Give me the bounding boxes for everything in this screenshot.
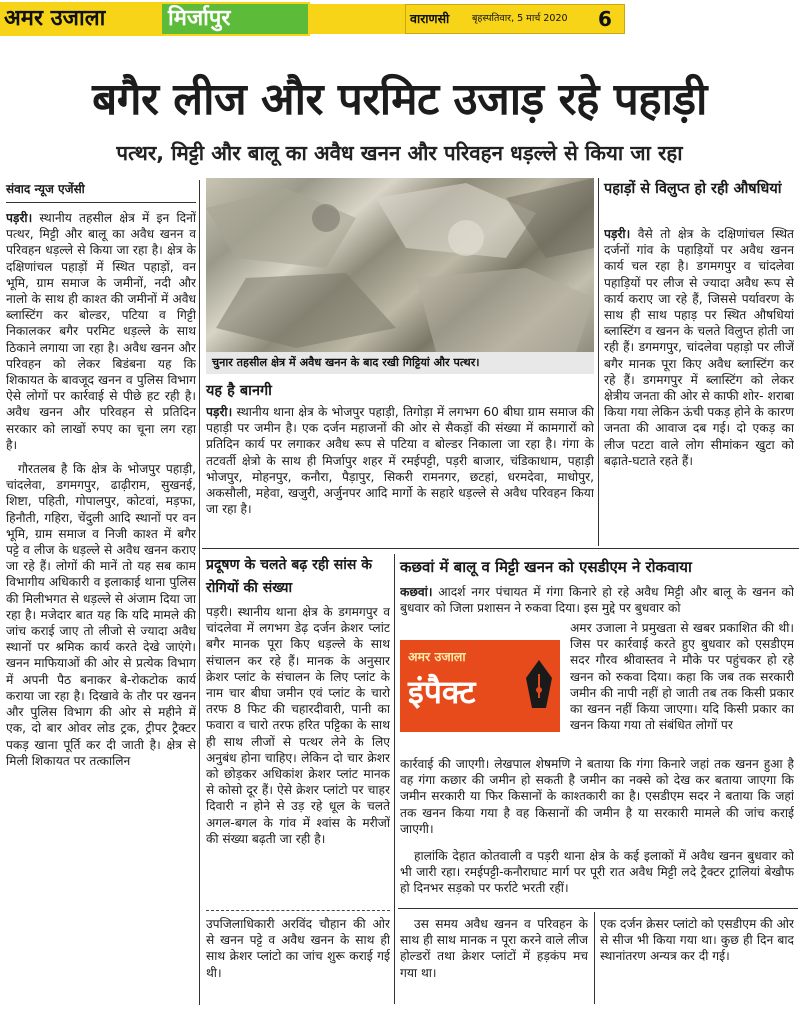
main-story-para1: स्थानीय तहसील क्षेत्र में इन दिनों पत्थर, मिट्टी और बालू का अवैध खनन व परिवहन धड़ल्ले से किया जा रहा है। क्षेत्र के दक्षिणांचल पहाड़ों में स्थित पहाड़ों, वन भूमि, ग्राम समाज के जमीनों, नदी और नालो के साथ ही काश्त की जमीनों में अवैध ब्लास्टिंग कर बोल्डर, पटिया व गिट्टी निकालकर बगैर परमिट धड़ल्ले के साथ ठिकाने लगाया जा रहा है। अवैध खनन और परिवहन को लेकर बिडंबना यह कि शिकायत के बावजूद खनन व पुलिस विभाग ऐसे लोगों पर कार्रवाई से पीछे हट रही है। अवैध खनन और परिवहन से प्रतिदिन सरकार को लाखों रुपए का चूना लग रहा है। — [6, 211, 196, 452]
sidebar-heading: पहाड़ों से विलुप्त हो रही औषधियां — [604, 181, 782, 197]
headline: बगैर लीज और परमिट उजाड़ रहे पहाड़ी — [92, 74, 707, 125]
main-story — [6, 210, 196, 1000]
pollution-text: पड़री। स्थानीय थाना क्षेत्र के डगमगपुर व चांदलेवा में लगभग डेढ़ दर्जन क्रेशर प्लांट बगैर मानक पूरा किए धड़ल्ले के साथ संचालन कर रहे हैं। मानक के अनुसार क्रेशर प्लांट के संचालन के लिए प्लांट के नाम चार बीघा जमीन एवं प्लांट के चारो तरफ 8 फिट की चहारदीवारी, पानी का फवारा व चारो तरफ हरित पट्टिका के साथ ही साथ लीजों से पत्थर लेने के लिए अनुबंध होना चाहिए। लेकिन दो चार क्रेशर को छोड़कर अधिकांश क्रेशर प्लांट मानक से कोसो दूर हैं। ऐसे क्रेशर प्लांटो पर चाहर दिवारी न होने से उड़ रहे धूल के चलते अगल-बगल के गांव में श्वांस के मरीजों की संख्या बढ़ती जा रही है। — [206, 605, 390, 846]
bottom-col2: एक दर्जन क्रेसर प्लांटो को एसडीएम की ओर से सीज भी किया गया था। कुछ ही दिन बाद स्थानांतरण अन्यत्र कर दी गई। — [600, 917, 794, 964]
pen-nib-icon — [522, 660, 556, 710]
kachhawa-dateline: कछवां। — [400, 585, 433, 599]
quarry-photo — [206, 178, 594, 352]
impact-logo-paper: अमर उजाला — [408, 649, 466, 664]
quarry-photo-texture — [206, 178, 594, 352]
sidebar-dateline: पड़री। — [604, 227, 631, 241]
main-dateline: पड़री। — [6, 211, 33, 225]
kachhawa-heading: कछवां में बालू व मिट्टी खनन को एसडीएम ने रोकवाया — [400, 558, 692, 576]
sidebar-text — [604, 226, 794, 542]
byline-rule — [6, 202, 196, 203]
edition-name: मिर्जापुर — [168, 6, 231, 31]
col-divider-pollution — [394, 554, 395, 1004]
masthead — [0, 0, 799, 40]
col-divider-mid — [598, 178, 599, 546]
masthead-yellow-band — [310, 4, 405, 34]
col-divider-bottom — [594, 912, 595, 1004]
section-rule — [202, 548, 799, 549]
bottom-col1: उस समय अवैध खनन व परिवहन के साथ ही साथ मानक न पूरा करने वाले लीज होल्डरों तथा क्रेशर प्लांटों में हड़कंप मच गया था। — [400, 917, 588, 980]
kachhawa-intro-text: आदर्श नगर पंचायत में गंगा किनारे हो रहे अवैध मिट्टी और बालू के खनन को बुधवार को जिला प्रशासन ने रुकवा दिया। इस मुद्दे पर बुधवार को — [400, 585, 794, 616]
pollution-heading: प्रदूषण के चलते बढ़ रही सांस के रोगियों की संख्या — [206, 557, 372, 596]
pollution-divider — [206, 910, 390, 911]
bangi-heading: यह है बानगी — [206, 383, 272, 399]
byline: संवाद न्यूज एजेंसी — [6, 182, 85, 196]
sidebar-body: वैसे तो क्षेत्र के दक्षिणांचल स्थित दर्जनों गांव के पहाड़ियों पर अवैध खनन कार्य चल रहा है। डगमगपुर व चांदलेवा पहाड़ियों पर लीज से ज्यादा अवैध रूप से कार्य कराए जा रहे हैं, जिससे पर्यावरण के साथ ही साथ पहाड़ पर स्थित औषधियां ब्लास्टिंग व खनन के चलते विलुप्त होती जा रही हैं। डगमगपुर, चांदलेवा पहाड़ो पर लीजें बगैर मानक पूरा किए अवैध ब्लास्टिंग कर रहे हैं। डगमगपुर में ब्लास्टिंग को लेकर क्षेत्रीय जनता की ओर से काफी शोर- शराबा किया गया लेकिन ऊंची पकड़ होने के कारण जनता की आवाज दब गई। दो एकड़ का लीज पटटा वाले लोग सीमांकन खुटा को बढ़ाते-घटाते रहते हैं। — [604, 227, 794, 468]
kachhawa-intro — [400, 584, 794, 618]
paper-name-text: अमर उजाला — [4, 6, 106, 31]
page-number: 6 — [598, 7, 612, 31]
pollution-continued: उपजिलाधिकारी अरविंद चौहान की ओर से खनन पट्टे व अवैध खनन के साथ ही साथ क्रेशर प्लांटो का जांच शुरू कराई गई थी। — [206, 917, 390, 980]
impact-logo — [400, 640, 560, 732]
issue-date: बृहस्पतिवार, 5 मार्च 2020 — [472, 13, 568, 24]
kachhawa-right-text: अमर उजाला ने प्रमुखता से खबर प्रकाशित की थी। जिस पर कार्रवाई करते हुए बुधवार को एसडीएम सदर गौरव श्रीवास्तव ने मौके पर पहुंचकर हो रहे खनन को रुकवा दिया। कहा कि जब तक सरकारी जमीन की नापी नहीं हो जाती तब तक किसी प्रकार का खनन नहीं किया जाएगा। यदि किसी प्रकार का खनन किया गया तो संबंधित लोगों पर — [570, 621, 794, 733]
main-story-para2: गौरतलब है कि क्षेत्र के भोजपुर पहाड़ी, चांदलेवा, डगमगपुर, ढाढ़ीराम, सुखनई, शिष्टा, पहिती, गोपालपुर, कोटवां, मड़फा, हिनौती, गहिरा, चेंदुली आदि स्थानों पर वन भूमि, ग्राम समाज व निजी काश्त में बगैर पट्टे व लीज के धड़ल्ले से अवैध खनन कराए जा रहे हैं। लोगों की मानें तो यह सब काम विभागीय अधिकारी व इलाकाई थाना पुलिस की मिलीभगत से धड़ल्ले से अंजाम दिया जा रहा है। मजेदार बात यह कि यदि मामले की जांच कराई जाए तो लीजो से ज्यादा अवैध स्थानों पर श्रमिक कार्य करते देखे जाएंगे। खनन माफियाओं की ओर से प्रत्येक विभाग में अपनी पैठ बनाकर बे-रोकटोक कार्य कराया जा रहा है। दिखावे के तौर पर खनन और पुलिस विभाग की ओर से महीने में एक, दो बार ओवर लोड ट्रक, ट्रीपर ट्रैक्टर पकड़ खाना पूर्ति कर दी जाती है। क्षेत्र से मिली शिकायत पर तत्कालिन — [6, 462, 196, 768]
bangi-text — [206, 404, 594, 544]
bangi-body: स्थानीय थाना क्षेत्र के भोजपुर पहाड़ी, तिगोड़ा में लगभग 60 बीघा ग्राम समाज की पहाड़ी पर जमीन है। एक दर्जन महाजनों की ओर से सैकड़ों की संख्या में कामगारों को प्रतिदिन कार्य पर लगाकर अवैध रूप से पटिया व बोल्डर निकाला जा रहा है। गंगा के तटवर्ती क्षेत्रो के साथ ही मिर्जापुर शहर में रमईपट्टी, पड़री बाजार, चंडिकाधाम, पहाड़ी भोजपुर, मोहनपुर, कनौरा, पैड़ापुर, सिकरी रामनगर, छटहां, धरमदेवा, माधोपुर, अकसौली, महेवा, खजुरी, अर्जुनपर आदि मार्गो के सहारे धड़ल्ले से अवैध परिवहन किया जा रहा है। — [206, 405, 594, 517]
bangi-dateline: पड़री। — [206, 405, 233, 419]
city-name: वाराणसी — [410, 11, 450, 26]
impact-logo-word: इंपैक्ट — [408, 673, 476, 711]
photo-caption: चुनार तहसील क्षेत्र में अवैध खनन के बाद रखी गिट्टियां और पत्थर। — [206, 352, 594, 374]
col-divider-left — [199, 180, 200, 1005]
kachhawa-para2: हालांकि देहात कोतवाली व पड़री थाना क्षेत्र के कई इलाकों में अवैध खनन बुधवार को भी जारी रहा। रमईपट्टी-कनौराघाट मार्ग पर पूरी रात अवैध मिट्टी लदे ट्रैक्टर ट्रालियां बेखौफ हो दिनभर सड़को पर फर्राटे भरती रहीं। — [400, 849, 794, 896]
subheadline: पत्थर, मिट्टी और बालू का अवैध खनन और परिवहन धड़ल्ले से किया जा रहा — [116, 141, 683, 165]
bottom-rule — [398, 908, 798, 909]
kachhawa-after: कार्रवाई की जाएगी। लेखपाल शेषमणि ने बताया कि गंगा किनारे जहां तक खनन हुआ है वह गंगा कछार की जमीन हो सकती है जमीन का नक्से को देख कर बताया जाएगा कि जमीन सरकारी या फिर किसानों के काश्तकारी का है। एसडीएम सदर ने बताया कि जहां तक खनन किया गया है वह किसानों की जमीन है या सरकारी मामले की जांच कराई जाएगी। — [400, 757, 794, 836]
